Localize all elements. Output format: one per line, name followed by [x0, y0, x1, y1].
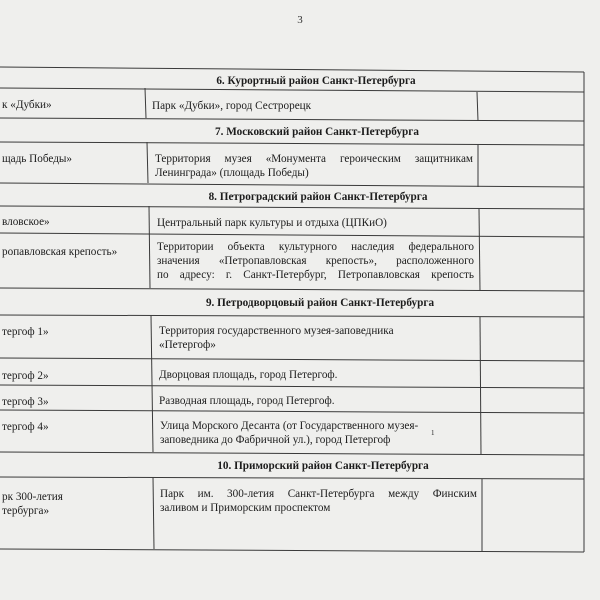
- table-cell-territory: значения «Петропавловская крепость», расположенного: [157, 255, 474, 267]
- table-cell-territory: Территории объекта культурного наследия федерального: [157, 241, 474, 253]
- table-cell-territory: Разводная площадь, город Петергоф.: [159, 395, 335, 407]
- table-cell-territory: Территория государственного музея-заповедника: [159, 325, 394, 337]
- page-number: 3: [297, 14, 303, 26]
- table-cell-territory: заливом и Приморским проспектом: [160, 502, 331, 514]
- table-cell-territory: Дворцовая площадь, город Петергоф.: [159, 369, 338, 381]
- table-cell-territory: «Петергоф»: [159, 339, 216, 351]
- table-cell-territory: Парк «Дубки», город Сестрорецк: [152, 100, 312, 112]
- table-cell-name: щадь Победы»: [2, 153, 73, 165]
- table-cell-name: тергоф 1»: [2, 326, 49, 338]
- table-cell-territory: Территория музея «Монумента героическим защитникам: [155, 153, 473, 165]
- section-header: 8. Петроградский район Санкт-Петербурга: [208, 191, 428, 203]
- table-cell-name: к «Дубки»: [2, 99, 52, 111]
- table-cell-territory: Ленинграда» (площадь Победы): [155, 167, 309, 179]
- table-cell-name: тергоф 4»: [2, 421, 49, 433]
- section-header: 7. Московский район Санкт-Петербурга: [215, 126, 419, 138]
- section-header: 6. Курортный район Санкт-Петербурга: [216, 75, 416, 87]
- table-cell-name: ропавловская крепость»: [2, 246, 118, 258]
- table-cell-name: вловское»: [2, 216, 50, 228]
- footnote-mark: 1: [431, 429, 435, 437]
- section-header: 9. Петродворцовый район Санкт-Петербурга: [205, 297, 435, 309]
- table-cell-territory: заповедника до Фабричной ул.), город Петергоф: [160, 434, 391, 446]
- table-cell-name: тергоф 3»: [2, 396, 49, 408]
- table-cell-territory: по адресу: г. Санкт-Петербург, Петропавловская крепость: [157, 269, 474, 281]
- table-cell-name: тербурга»: [2, 505, 50, 517]
- table-cell-name: рк 300-летия: [2, 491, 63, 503]
- table-cell-name: тергоф 2»: [2, 370, 49, 382]
- table-cell-territory: Центральный парк культуры и отдыха (ЦПКиО): [157, 217, 387, 229]
- section-header: 10. Приморский район Санкт-Петербурга: [217, 460, 429, 472]
- table-cell-territory: Парк им. 300-летия Санкт-Петербурга между Финским: [160, 488, 477, 500]
- table-cell-territory: Улица Морского Десанта (от Государственного музея-: [160, 420, 419, 432]
